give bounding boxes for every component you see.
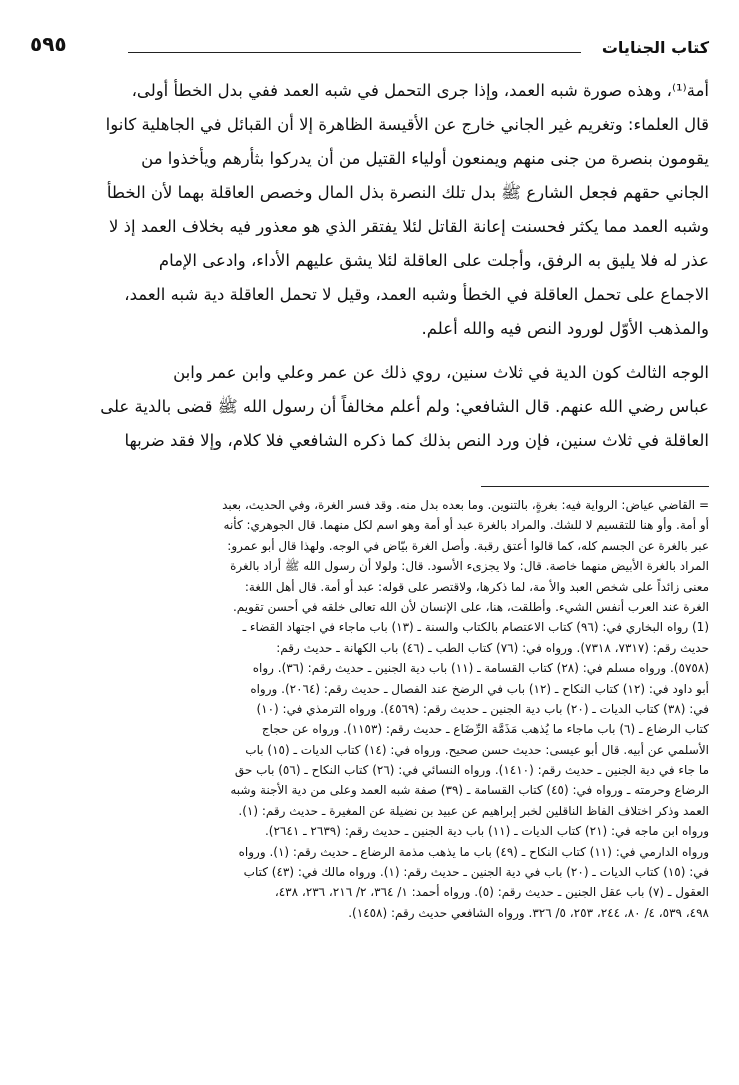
footnote-line: عبر بالغرة عن الجسم كله، كما قالوا أعتق رقبة. وأصل الغرة بيّاض في الوجه. ولهذا قال أبو عمرو: xyxy=(227,538,709,553)
footnote-line: أبو داود في: (١٢) كتاب النكاح ـ (١٢) باب في الرضخ عند الفصال ـ حديث رقم: (٢٠٦٤). ورواه xyxy=(250,681,709,696)
body-line: عباس رضي الله عنهم. قال الشافعي: ولم أعلم مخالفاً أن رسول الله ﷺ قضى بالدية على xyxy=(100,397,709,416)
body-line: العاقلة في ثلاث سنين، فإن ورد النص بذلك كما ذكره الشافعي فلا كلام، وإلا فقد ضربها xyxy=(124,431,709,450)
footnote-line: معنى زائداً على شخص العبد والأ مة، لما ذكرها، ولاقتصر على قوله: عبد أو أمة. قال أهل اللغة: xyxy=(244,579,709,594)
footnote-line: الأسلمي عن أبيه. قال أبو عيسى: حديث حسن صحيح. ورواه في: (١٤) كتاب الديات ـ (١٥) باب xyxy=(245,742,709,757)
footnote-line: ورواه ابن ماجه في: (٢١) كتاب الديات ـ (١١) باب دية الجنين ـ حديث رقم: (٢٦٣٩ ـ ٢٦٤١). xyxy=(264,824,709,839)
footnote-line: الغرة عند العرب أنفس الشيء. وأطلقت، هنا، على الإنسان لأن الله تعالى خلقه في أحسن تقويم. xyxy=(232,599,709,614)
running-title: كتاب الجنايات xyxy=(601,38,709,57)
footnote-line: في: (٣٨) كتاب الديات ـ (٢٠) باب دية الجنين ـ حديث رقم: (٤٥٦٩). ورواه الترمذي في: (١٠) xyxy=(256,701,709,716)
footnote-line: كتاب الرضاع ـ (٦) باب ماجاء ما يُذهب مَذَمَّة الرِّضَاع ـ حديث رقم: (١١٥٣). ورواه عن حجاج xyxy=(261,722,709,737)
footnote-line: حديث رقم: (٧٣١٧، ٧٣١٨). ورواه في: (٧٦) كتاب الطب ـ (٤٦) باب الكهانة ـ حديث رقم: xyxy=(276,640,709,655)
footnote-line: = القاضي عياض: الرواية فيه: بغرةٍ، بالتنوين. وما بعده بدل منه. وقد فسر الغرة، وفي الحديث، بعبد xyxy=(222,498,709,512)
footnote-line: ورواه الدارمي في: (١١) كتاب النكاح ـ (٤٩) باب ما يذهب مذمة الرضاع ـ حديث رقم: (١). ورواه xyxy=(238,844,709,859)
body-line: الاجماع على تحمل العاقلة في الخطأ وشبه العمد، وقيل لا تحمل العاقلة دية شبه العمد، xyxy=(124,285,709,304)
footnote-line: (1) رواه البخاري في: (٩٦) كتاب الاعتصام بالكتاب والسنة ـ (١٣) باب ماجاء في اجتهاد القضاء ـ xyxy=(242,620,709,635)
paragraph-gap xyxy=(28,346,709,356)
body-line: الجاني حقهم فجعل الشارع ﷺ بدل تلك النصرة بذل المال وخصص العاقلة بهما لأن الخطأ xyxy=(106,183,709,202)
header-rule xyxy=(128,52,581,53)
main-text xyxy=(28,74,709,458)
page-header xyxy=(28,30,709,64)
footnote-line: المراد بالغرة الأبيض منهما خاصة. قال: ولا يجزىء الأسود. قال: ولولا أن رسول الله ﷺ أراد بالغرة xyxy=(230,559,709,574)
body-line: الوجه الثالث كون الدية في ثلاث سنين، روي ذلك عن عمر وعلي وابن عمر وابن xyxy=(173,363,709,382)
body-line: عذر له فلا يليق به الرفق، وأجلت على العاقلة لئلا يشق عليهم الأداء، وادعى الإمام xyxy=(158,251,709,270)
footnote-line: ٤٩٨، ٥٣٩، ٤/ ٨٠، ٢٤٤، ٢٥٣، ٥/ ٣٢٦. ورواه الشافعي حديث رقم: (١٤٥٨). xyxy=(348,905,709,920)
footnote-line: الرضاع وحرمته ـ ورواه في: (٤٥) كتاب القسامة ـ (٣٩) صفة شبه العمد وعلى من دية الأجنة وشبه xyxy=(230,783,709,798)
footnotes xyxy=(28,495,709,923)
footnote-line: أو أمة. وأو هنا للتقسيم لا للشك. والمراد بالغرة عبد أو أمة وهو اسم لكل منهما. قال الجوهري: كأنه xyxy=(223,518,709,533)
body-line: والمذهب الأوّل لورود النص فيه والله أعلم. xyxy=(421,319,709,338)
footnote-line: ما جاء في دية الجنين ـ حديث رقم: (١٤١٠). ورواه النسائي في: (٢٦) كتاب النكاح ـ (٥٦) باب حق xyxy=(234,763,709,778)
footnote-line: في: (١٥) كتاب الديات ـ (٢٠) باب في دية الجنين ـ حديث رقم: (١). ورواه مالك في: (٤٣) كتاب xyxy=(243,865,709,880)
footnote-line: (٥٧٥٨). ورواه مسلم في: (٢٨) كتاب القسامة ـ (١١) باب دية الجنين ـ حديث رقم: (٣٦). رواه xyxy=(252,661,709,676)
body-line: يقومون بنصرة من جنى منهم ويمنعون أولياء القتيل من أن يدركوا بثأرهم ويأخذوا من xyxy=(141,149,709,168)
body-line: وشبه العمد مما يكثر فحسنت إعانة القاتل لئلا يفتقر الذي هو معذور فيه بخلاف العمد إذ لا xyxy=(109,217,709,236)
footnote-line: العقول ـ (٧) باب عقل الجنين ـ حديث رقم: (٥). ورواه أحمد: ١/ ٣٦٤، ٢/ ٢١٦، ٢٣٦، ٤٣٨، xyxy=(274,885,709,900)
page-number: ٥٩٥ xyxy=(30,32,67,56)
body-line: قال العلماء: وتغريم غير الجاني خارج عن الأقيسة الظاهرة إلا أن القبائل في الجاهلية كانوا xyxy=(105,115,709,134)
body-line: أمة⁽¹⁾، وهذه صورة شبه العمد، وإذا جرى التحمل في شبه العمد ففي بدل الخطأ أولى، xyxy=(131,81,709,100)
footnote-separator xyxy=(481,486,709,495)
footnote-line: العمد وذكر اختلاف الفاظ الناقلين لخبر إبراهيم عن عبيد بن نضيلة عن المغيرة ـ حديث رقم: (١). xyxy=(238,803,709,818)
